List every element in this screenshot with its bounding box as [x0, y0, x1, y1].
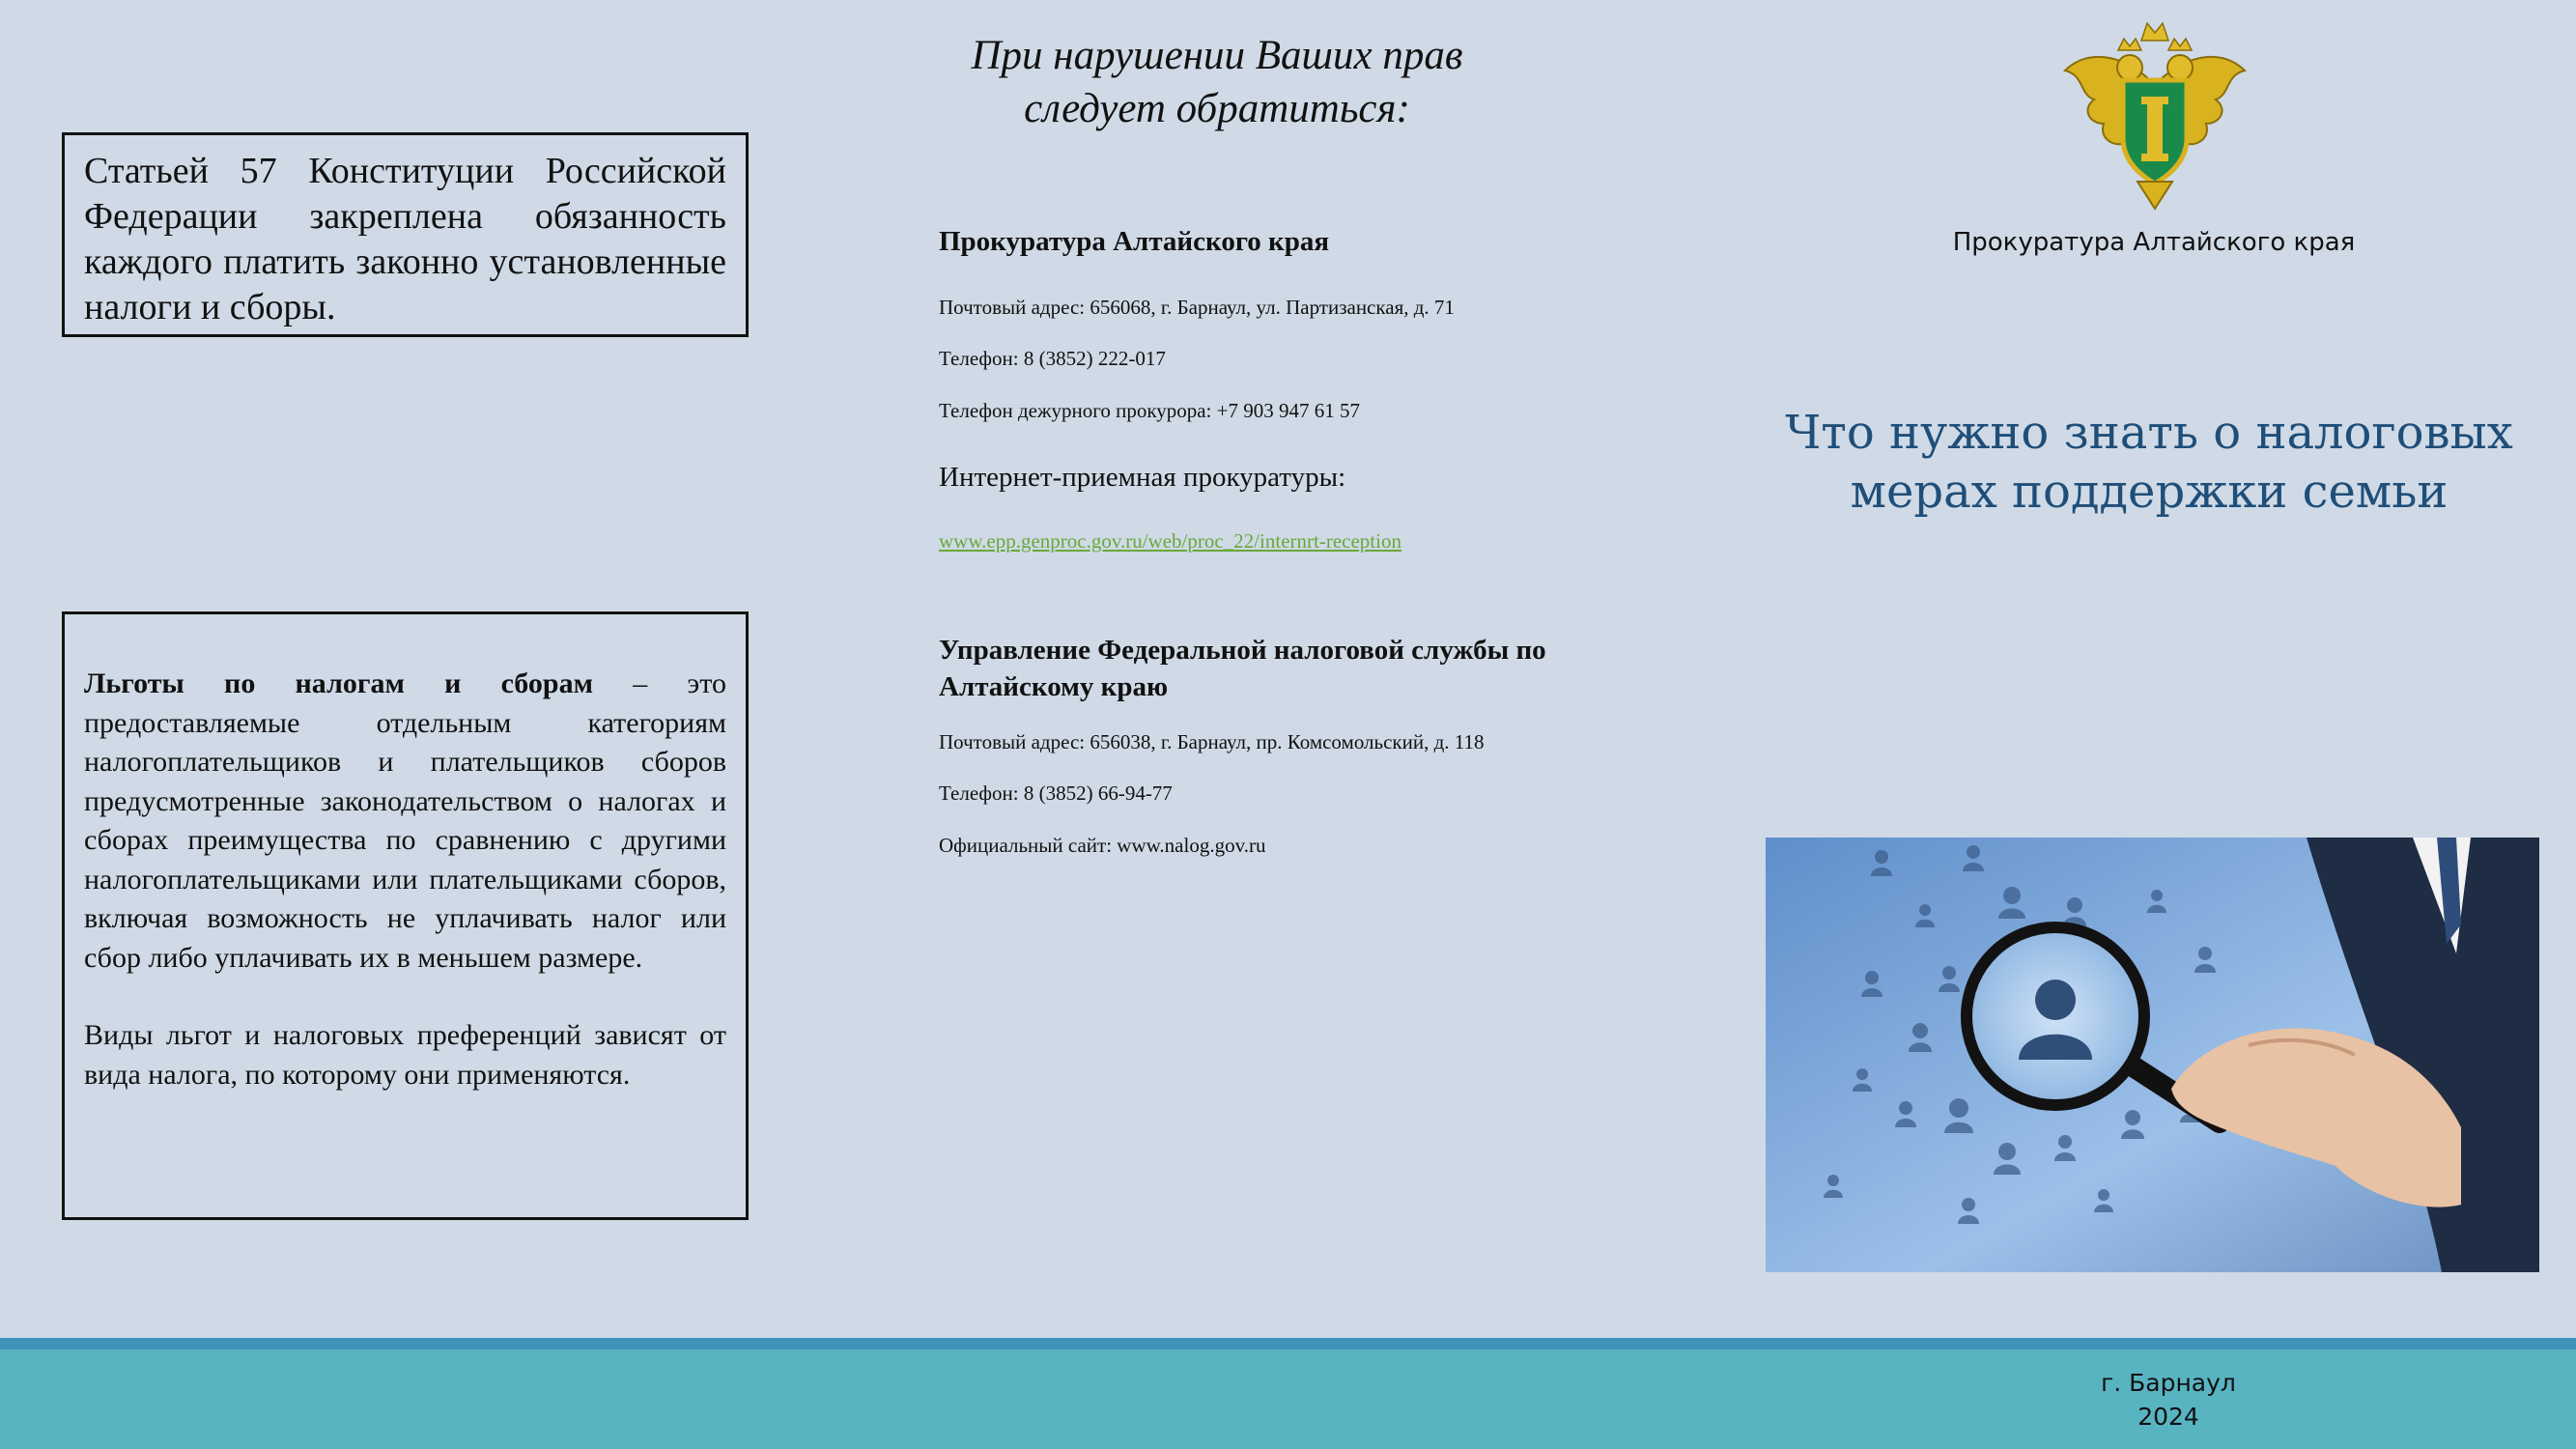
prosecutor-name: Прокуратура Алтайского края — [939, 226, 1330, 257]
contacts-heading — [927, 29, 1507, 135]
footer-divider — [0, 1338, 2576, 1350]
reception-label: Интернет-приемная прокуратуры: — [939, 462, 1346, 493]
tax-service-phone: Телефон: 8 (3852) 66-94-77 — [939, 781, 1173, 805]
tax-service-name-line2: Алтайскому краю — [939, 671, 1169, 702]
benefits-paragraph — [84, 665, 726, 978]
tax-service-address: Почтовый адрес: 656038, г. Барнаул, пр. Комсомольский, д. 118 — [939, 730, 1485, 753]
footer-year: 2024 — [2137, 1403, 2199, 1431]
benefits-definition: – это предоставляемые отдельным категориям налогоплательщиков и плательщиков сборов предусмотренные законодательством о налогах и сборах преимущества по сравнению с другими налогоплательщиками или плательщиками сборов, включая возможность не уплачивать налог или сбор либо уплачивать их в меньшем размере. — [84, 668, 726, 974]
tax-service-name — [939, 632, 1546, 705]
brochure-title-line2: мерах поддержки семьи — [1850, 465, 2449, 519]
footer-location — [2072, 1366, 2265, 1434]
prosecutor-emblem-icon — [2060, 17, 2250, 215]
footer-city: г. Барнаул — [2101, 1369, 2236, 1397]
benefits-types: Виды льгот и налоговых преференций зависят от вида налога, по которому они применяются. — [84, 1019, 726, 1091]
tax-service-website: Официальный сайт: www.nalog.gov.ru — [939, 834, 1266, 857]
benefits-term: Льготы по налогам и сборам — [84, 668, 594, 699]
constitution-box — [62, 132, 749, 337]
prosecutor-duty-phone: Телефон дежурного прокурора: +7 903 947 61 57 — [939, 399, 1360, 422]
magnifier-people-image — [1766, 838, 2539, 1272]
brochure-title-line1: Что нужно знать о налоговых — [1785, 406, 2513, 460]
brochure-title — [1772, 404, 2526, 522]
prosecutor-address: Почтовый адрес: 656068, г. Барнаул, ул. Партизанская, д. 71 — [939, 296, 1455, 319]
org-caption: Прокуратура Алтайского края — [1952, 228, 2356, 257]
contacts-heading-line1: При нарушении Ваших прав — [971, 33, 1463, 78]
reception-link[interactable]: www.epp.genproc.gov.ru/web/proc_22/internrt-reception — [939, 529, 1401, 553]
constitution-text: Статьей 57 Конституции Российской Федерации закреплена обязанность каждого платить законно установленные налоги и сборы. — [84, 151, 726, 327]
tax-service-name-line1: Управление Федеральной налоговой службы по — [939, 635, 1546, 666]
benefits-box — [62, 611, 749, 1220]
prosecutor-phone: Телефон: 8 (3852) 222-017 — [939, 347, 1166, 370]
contacts-heading-line2: следует обратиться: — [1024, 86, 1410, 131]
